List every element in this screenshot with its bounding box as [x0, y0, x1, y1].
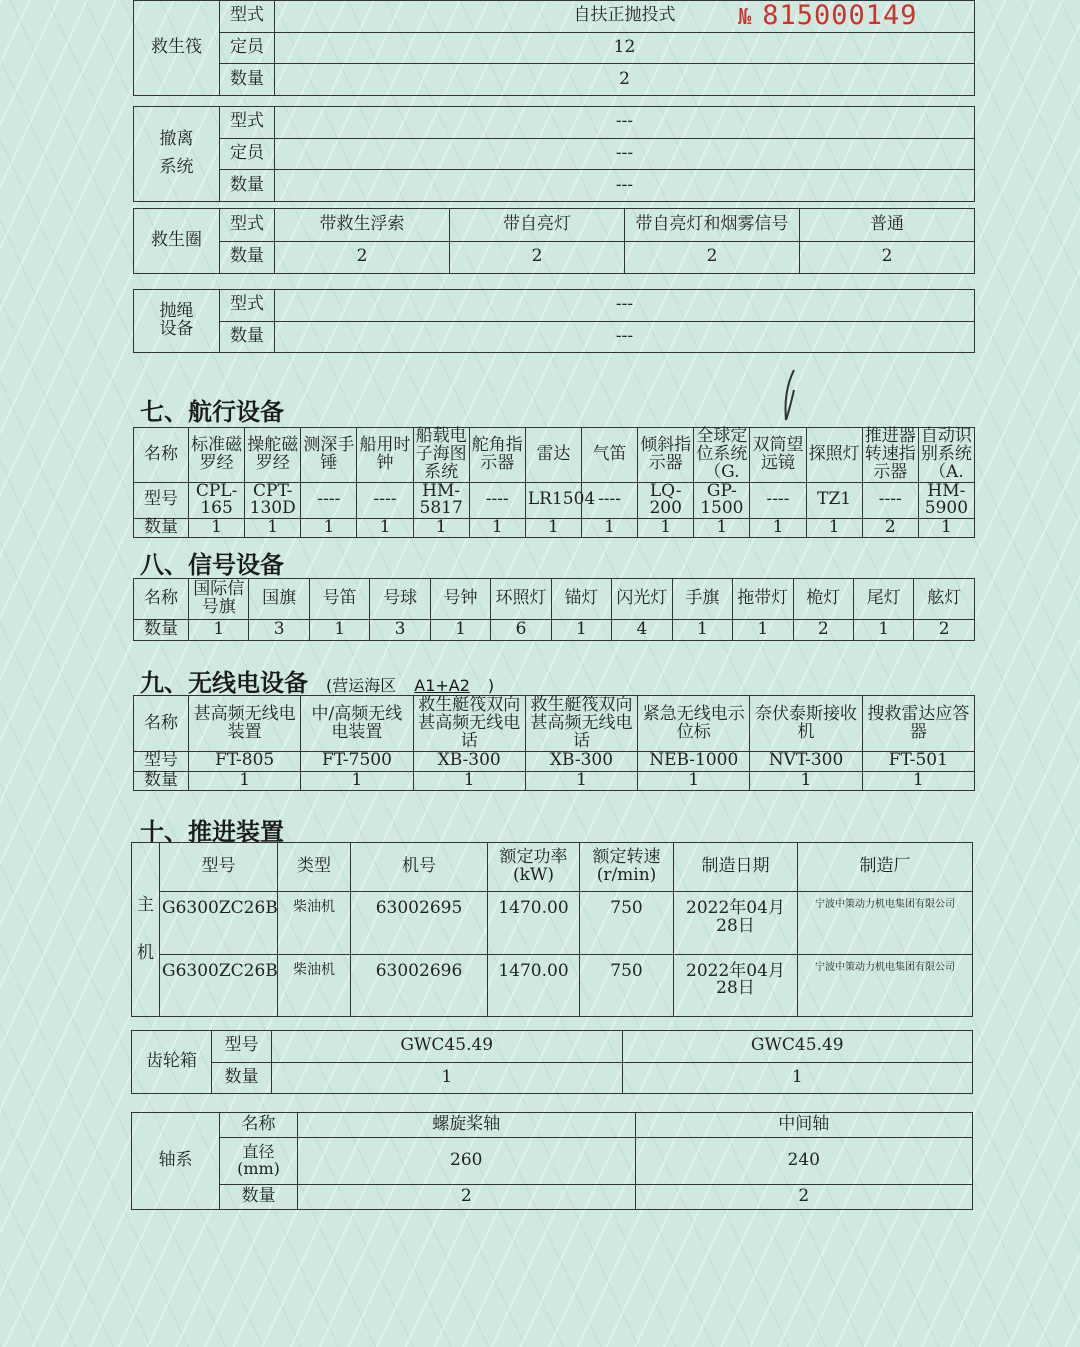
radio-equipment-name: 救生艇筏双向甚高频无线电话 [525, 696, 637, 752]
nav-equipment-name: 雷达 [525, 428, 581, 483]
operating-area-suffix: ) [487, 676, 495, 695]
gearbox-model-label: 型号 [212, 1031, 272, 1063]
lifebuoy-quantity-label: 数量 [220, 241, 275, 274]
signal-equipment-count: 4 [612, 619, 672, 640]
line-throwing-quantity-value: --- [275, 321, 975, 353]
evacuation-capacity-label: 定员 [220, 138, 275, 170]
s8-count-label: 数量 [134, 619, 189, 640]
signal-equipment-count: 1 [672, 619, 732, 640]
signal-equipment-table [133, 578, 975, 641]
nav-equipment-name: 推进器转速指示器 [862, 428, 918, 483]
nav-equipment-count: 1 [525, 519, 581, 538]
nav-equipment-count: 1 [189, 519, 245, 538]
engine-cell: 1470.00 [488, 954, 580, 1017]
section8-title: 八、信号设备 [140, 551, 284, 579]
signal-equipment-name: 舷灯 [914, 579, 975, 620]
navigation-equipment-table [133, 426, 975, 538]
section9-title-text: 九、无线电设备 [140, 669, 308, 697]
main-engine-label-2: 机 [137, 942, 154, 963]
shafting-table [131, 1112, 973, 1210]
s9-count-label: 数量 [134, 771, 189, 790]
s9-name-label: 名称 [134, 696, 189, 752]
nav-equipment-name: 全球定位系统（G. [694, 428, 750, 483]
main-engine-label [132, 843, 160, 1017]
radio-equipment-count: 1 [189, 771, 301, 790]
nav-equipment-count: 1 [469, 519, 525, 538]
signal-equipment-name: 号球 [370, 579, 430, 620]
engine-column-header: 型号 [160, 843, 278, 892]
signal-equipment-name: 国旗 [249, 579, 309, 620]
nav-equipment-count: 1 [413, 519, 469, 538]
s9-model-label: 型号 [134, 752, 189, 771]
liferaft-capacity-label: 定员 [220, 32, 275, 64]
engine-cell: 63002695 [351, 892, 488, 955]
lifebuoy-type: 带自亮灯和烟雾信号 [625, 209, 800, 242]
evacuation-table [133, 106, 975, 202]
section10-title: 十、推进装置 [140, 818, 284, 846]
main-engine-label-1: 主 [137, 894, 154, 915]
lifebuoy-count: 2 [800, 241, 975, 274]
shaft-count: 2 [298, 1184, 636, 1209]
radio-equipment-count: 1 [525, 771, 637, 790]
engine-column-header: 制造日期 [674, 843, 798, 892]
nav-equipment-count: 1 [694, 519, 750, 538]
operating-area-prefix: (营运海区 [326, 676, 397, 695]
pen-mark-icon [780, 368, 800, 422]
signal-equipment-name: 锚灯 [551, 579, 611, 620]
radio-equipment-model: FT-501 [862, 752, 974, 771]
nav-equipment-model: HM-5900 [918, 482, 974, 519]
evacuation-capacity-value: --- [275, 138, 975, 170]
line-throwing-quantity-label: 数量 [220, 321, 275, 353]
shaft-diameter: 240 [635, 1138, 973, 1184]
engine-column-header: 额定转速 (r/min) [580, 843, 674, 892]
signal-equipment-name: 拖带灯 [733, 579, 793, 620]
evacuation-label-line2: 系统 [159, 157, 194, 177]
shafting-diameter-label: 直径(mm) [220, 1138, 298, 1184]
nav-equipment-name: 气笛 [581, 428, 637, 483]
evacuation-label-line1: 撤离 [159, 129, 194, 150]
nav-equipment-model: ---- [581, 482, 637, 519]
lifebuoy-type-label: 型式 [220, 209, 275, 242]
engine-cell: G6300ZC26B [160, 954, 278, 1017]
signal-equipment-count: 6 [491, 619, 551, 640]
nav-equipment-name: 测深手锤 [301, 428, 357, 483]
nav-equipment-count: 1 [245, 519, 301, 538]
nav-equipment-count: 1 [301, 519, 357, 538]
s7-model-label: 型号 [134, 482, 189, 519]
engine-cell: 柴油机 [278, 892, 351, 955]
radio-equipment-model: FT-805 [189, 752, 301, 771]
liferaft-capacity-value: 12 [275, 32, 975, 64]
nav-equipment-model: TZ1 [806, 482, 862, 519]
nav-equipment-model: CPL-165 [189, 482, 245, 519]
nav-equipment-name: 倾斜指示器 [638, 428, 694, 483]
radio-equipment-model: NEB-1000 [638, 752, 750, 771]
engine-cell: 宁波中策动力机电集团有限公司 [798, 892, 973, 955]
engine-cell: 63002696 [351, 954, 488, 1017]
line-throwing-label-line2: 设备 [159, 319, 194, 339]
signal-equipment-name: 闪光灯 [612, 579, 672, 620]
gearbox-count: 1 [272, 1062, 623, 1094]
nav-equipment-model: GP-1500 [694, 482, 750, 519]
nav-equipment-count: 1 [750, 519, 806, 538]
signal-equipment-count: 1 [309, 619, 369, 640]
signal-equipment-count: 1 [551, 619, 611, 640]
engine-cell: 750 [580, 954, 674, 1017]
liferaft-type-value: 自扶正抛投式 [275, 1, 975, 33]
evacuation-label [134, 107, 220, 202]
nav-equipment-count: 1 [638, 519, 694, 538]
shafting-name-label: 名称 [220, 1113, 298, 1138]
nav-equipment-model: LQ-200 [638, 482, 694, 519]
signal-equipment-name: 号笛 [309, 579, 369, 620]
radio-equipment-name: 搜救雷达应答器 [862, 696, 974, 752]
nav-equipment-model: HM-5817 [413, 482, 469, 519]
main-engine-table [131, 842, 973, 1017]
shaft-count: 2 [635, 1184, 973, 1209]
line-throwing-type-label: 型式 [220, 290, 275, 322]
radio-equipment-count: 1 [750, 771, 862, 790]
lifebuoy-count: 2 [275, 241, 450, 274]
nav-equipment-name: 双筒望远镜 [750, 428, 806, 483]
lifebuoy-table [133, 208, 975, 274]
signal-equipment-name: 国际信号旗 [189, 579, 249, 620]
nav-equipment-count: 1 [918, 519, 974, 538]
evacuation-quantity-value: --- [275, 170, 975, 202]
nav-equipment-count: 1 [806, 519, 862, 538]
radio-equipment-name: 甚高频无线电装置 [189, 696, 301, 752]
engine-cell: G6300ZC26B [160, 892, 278, 955]
lifebuoy-count: 2 [625, 241, 800, 274]
gearbox-model: GWC45.49 [622, 1031, 973, 1063]
engine-cell: 2022年04月28日 [674, 892, 798, 955]
nav-equipment-model: ---- [357, 482, 413, 519]
liferaft-table [133, 0, 975, 96]
evacuation-type-value: --- [275, 107, 975, 139]
radio-equipment-count: 1 [301, 771, 413, 790]
signal-equipment-count: 1 [430, 619, 490, 640]
signal-equipment-name: 桅灯 [793, 579, 853, 620]
nav-equipment-count: 1 [581, 519, 637, 538]
radio-equipment-model: XB-300 [525, 752, 637, 771]
liferaft-quantity-value: 2 [275, 64, 975, 96]
nav-equipment-name: 船用时钟 [357, 428, 413, 483]
engine-cell: 1470.00 [488, 892, 580, 955]
line-throwing-type-value: --- [275, 290, 975, 322]
engine-cell: 2022年04月28日 [674, 954, 798, 1017]
nav-equipment-model: ---- [862, 482, 918, 519]
nav-equipment-name: 探照灯 [806, 428, 862, 483]
section9-title [140, 663, 494, 698]
nav-equipment-name: 操舵磁罗经 [245, 428, 301, 483]
radio-equipment-count: 1 [413, 771, 525, 790]
engine-cell: 柴油机 [278, 954, 351, 1017]
s7-count-label: 数量 [134, 519, 189, 538]
radio-equipment-name: 紧急无线电示位标 [638, 696, 750, 752]
engine-column-header: 类型 [278, 843, 351, 892]
radio-equipment-name: 救生艇筏双向甚高频无线电话 [413, 696, 525, 752]
engine-column-header: 额定功率 (kW) [488, 843, 580, 892]
line-throwing-table [133, 289, 975, 353]
lifebuoy-count: 2 [450, 241, 625, 274]
lifebuoy-label: 救生圈 [134, 209, 220, 274]
serial-value: 815000149 [762, 0, 918, 31]
nav-equipment-model: ---- [469, 482, 525, 519]
nav-equipment-model: ---- [301, 482, 357, 519]
signal-equipment-name: 手旗 [672, 579, 732, 620]
radio-equipment-name: 中/高频无线电装置 [301, 696, 413, 752]
liferaft-label: 救生筏 [134, 1, 220, 96]
radio-equipment-model: FT-7500 [301, 752, 413, 771]
nav-equipment-model: LR1504 [525, 482, 581, 519]
gearbox-table [131, 1030, 973, 1094]
operating-area [326, 676, 494, 695]
signal-equipment-count: 2 [914, 619, 975, 640]
signal-equipment-name: 尾灯 [853, 579, 913, 620]
shafting-quantity-label: 数量 [220, 1184, 298, 1209]
signal-equipment-name: 环照灯 [491, 579, 551, 620]
liferaft-quantity-label: 数量 [220, 64, 275, 96]
lifebuoy-type: 普通 [800, 209, 975, 242]
nav-equipment-count: 2 [862, 519, 918, 538]
engine-cell: 750 [580, 892, 674, 955]
nav-equipment-name: 舵角指示器 [469, 428, 525, 483]
signal-equipment-count: 2 [793, 619, 853, 640]
gearbox-label: 齿轮箱 [132, 1031, 212, 1094]
signal-equipment-name: 号钟 [430, 579, 490, 620]
signal-equipment-count: 1 [189, 619, 249, 640]
nav-equipment-count: 1 [357, 519, 413, 538]
engine-cell: 宁波中策动力机电集团有限公司 [798, 954, 973, 1017]
line-throwing-label-line1: 抛绳 [159, 301, 194, 322]
shaft-diameter: 260 [298, 1138, 636, 1184]
gearbox-count: 1 [622, 1062, 973, 1094]
engine-column-header: 机号 [351, 843, 488, 892]
shaft-name: 螺旋桨轴 [298, 1113, 636, 1138]
engine-column-header: 制造厂 [798, 843, 973, 892]
evacuation-quantity-label: 数量 [220, 170, 275, 202]
signal-equipment-count: 3 [249, 619, 309, 640]
nav-equipment-name: 自动识别系统（A. [918, 428, 974, 483]
signal-equipment-count: 1 [733, 619, 793, 640]
serial-prefix: № [738, 5, 753, 30]
line-throwing-label [134, 290, 220, 353]
radio-equipment-name: 奈伏泰斯接收机 [750, 696, 862, 752]
radio-equipment-count: 1 [862, 771, 974, 790]
operating-area-value: A1+A2 [414, 676, 470, 695]
radio-equipment-count: 1 [638, 771, 750, 790]
shafting-label: 轴系 [132, 1113, 220, 1210]
evacuation-type-label: 型式 [220, 107, 275, 139]
signal-equipment-count: 3 [370, 619, 430, 640]
nav-equipment-name: 船载电子海图系统 [413, 428, 469, 483]
gearbox-model: GWC45.49 [272, 1031, 623, 1063]
lifebuoy-type: 带自亮灯 [450, 209, 625, 242]
gearbox-quantity-label: 数量 [212, 1062, 272, 1094]
radio-equipment-model: XB-300 [413, 752, 525, 771]
nav-equipment-model: ---- [750, 482, 806, 519]
s7-name-label: 名称 [134, 428, 189, 483]
radio-equipment-table [133, 695, 975, 791]
lifebuoy-type: 带救生浮索 [275, 209, 450, 242]
signal-equipment-count: 1 [853, 619, 913, 640]
shaft-name: 中间轴 [635, 1113, 973, 1138]
radio-equipment-model: NVT-300 [750, 752, 862, 771]
nav-equipment-model: CPT-130D [245, 482, 301, 519]
s8-name-label: 名称 [134, 579, 189, 620]
section7-title: 七、航行设备 [140, 398, 284, 426]
nav-equipment-name: 标准磁罗经 [189, 428, 245, 483]
liferaft-type-label: 型式 [220, 1, 275, 33]
